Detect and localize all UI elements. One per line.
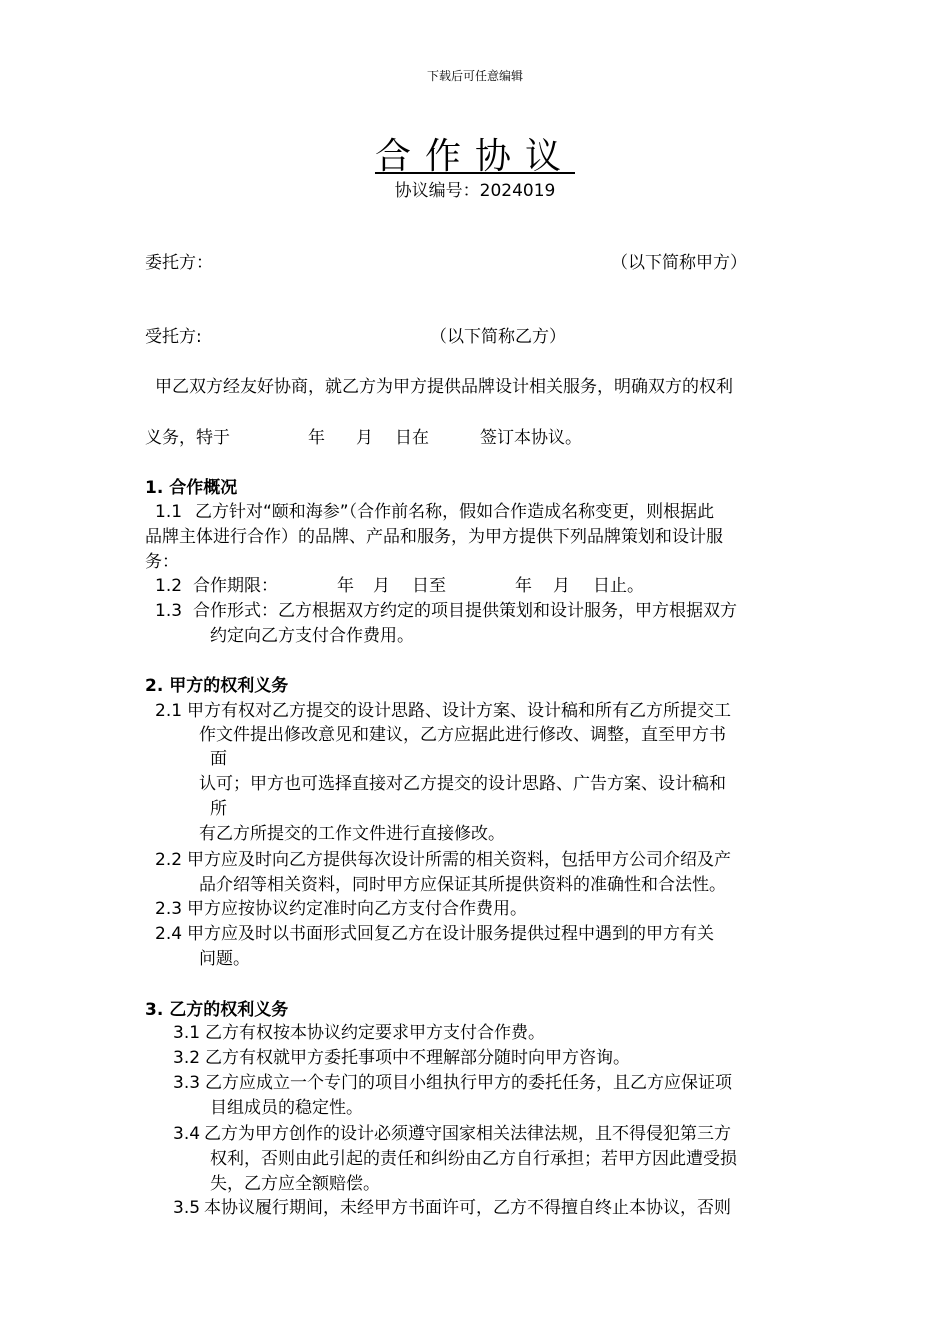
title-text: 合作协议 (374, 136, 575, 177)
clause-1-2-year: 年 (337, 576, 354, 596)
clause-2-1-line: 面 (210, 749, 227, 769)
clause-2-3-line: 甲方应按协议约定准时向乙方支付合作费用。 (187, 899, 527, 919)
clause-3-2-number: 3.2 (173, 1048, 201, 1068)
intro-line-2-start: 义务，特于 (145, 428, 230, 448)
party-b-label: 受托方: (145, 327, 202, 347)
clause-2-2-number: 2.2 (155, 850, 183, 870)
clause-3-5-number: 3.5 (173, 1198, 201, 1218)
clause-2-3-number: 2.3 (155, 899, 183, 919)
section-1-heading: 1. 合作概况 (145, 478, 238, 498)
clause-1-3-number: 1.3 (155, 601, 183, 621)
header-note: 下载后可任意编辑 (426, 69, 523, 83)
clause-2-4-line: 问题。 (199, 949, 250, 969)
clause-1-2-label: 合作期限： (193, 576, 278, 596)
clause-1-2-month: 月 (373, 576, 390, 596)
party-a-label: 委托方： (145, 253, 213, 273)
clause-2-4-line: 甲方应及时以书面形式回复乙方在设计服务提供过程中遇到的甲方有关 (187, 924, 714, 944)
clause-1-2-day-end: 日止。 (593, 576, 644, 596)
clause-3-4-line: 权利，否则由此引起的责任和纠纷由乙方自行承担；若甲方因此遭受损 (210, 1149, 737, 1169)
intro-line-2-end: 签订本协议。 (480, 428, 582, 448)
clause-1-3-line: 约定向乙方支付合作费用。 (210, 626, 414, 646)
clause-3-5-line: 本协议履行期间，未经甲方书面许可，乙方不得擅自终止本协议，否则 (204, 1198, 731, 1218)
clause-2-1-line: 甲方有权对乙方提交的设计思路、设计方案、设计稿和所有乙方所提交工 (187, 701, 731, 721)
clause-2-2-line: 甲方应及时向乙方提供每次设计所需的相关资料，包括甲方公司介绍及产 (187, 850, 731, 870)
intro-day-at: 日在 (395, 428, 429, 448)
page-title (0, 128, 950, 179)
clause-2-1-line: 有乙方所提交的工作文件进行直接修改。 (199, 824, 505, 844)
clause-1-1-line: 品牌主体进行合作）的品牌、产品和服务，为甲方提供下列品牌策划和设计服 (145, 527, 723, 547)
clause-2-4-number: 2.4 (155, 924, 183, 944)
clause-3-4-number: 3.4 (173, 1124, 201, 1144)
clause-3-1-line: 乙方有权按本协议约定要求甲方支付合作费。 (205, 1023, 545, 1043)
party-b-note: （以下简称乙方） (430, 327, 566, 347)
clause-3-4-line: 失，乙方应全额赔偿。 (210, 1174, 380, 1194)
clause-2-1-number: 2.1 (155, 701, 183, 721)
clause-2-1-line: 作文件提出修改意见和建议，乙方应据此进行修改、调整，直至甲方书 (199, 725, 726, 745)
clause-3-2-line: 乙方有权就甲方委托事项中不理解部分随时向甲方咨询。 (205, 1048, 630, 1068)
clause-1-1-number: 1.1 (155, 502, 183, 522)
clause-3-3-number: 3.3 (173, 1073, 201, 1093)
clause-3-4-line: 乙方为甲方创作的设计必须遵守国家相关法律法规，且不得侵犯第三方 (204, 1124, 731, 1144)
agreement-number: 协议编号：2024019 (394, 181, 556, 201)
clause-1-2-year-2: 年 (515, 576, 532, 596)
section-2-heading: 2. 甲方的权利义务 (145, 676, 289, 696)
clause-2-2-line: 品介绍等相关资料，同时甲方应保证其所提供资料的准确性和合法性。 (199, 875, 726, 895)
clause-1-2-day-to: 日至 (412, 576, 446, 596)
clause-1-2-number: 1.2 (155, 576, 183, 596)
clause-1-2-month-2: 月 (553, 576, 570, 596)
clause-1-1-line: 乙方针对“颐和海参”（合作前名称，假如合作造成名称变更，则根据此 (195, 502, 715, 522)
section-3-heading: 3. 乙方的权利义务 (145, 1000, 289, 1020)
clause-3-1-number: 3.1 (173, 1023, 201, 1043)
clause-1-1-line: 务： (145, 552, 179, 572)
clause-1-3-line: 合作形式：乙方根据双方约定的项目提供策划和设计服务，甲方根据双方 (193, 601, 737, 621)
clause-3-3-line: 目组成员的稳定性。 (210, 1098, 363, 1118)
clause-3-3-line: 乙方应成立一个专门的项目小组执行甲方的委托任务，且乙方应保证项 (205, 1073, 732, 1093)
intro-month: 月 (356, 428, 373, 448)
clause-2-1-line: 认可；甲方也可选择直接对乙方提交的设计思路、广告方案、设计稿和 (199, 774, 726, 794)
party-a-note: （以下简称甲方） (611, 253, 747, 273)
intro-line-1: 甲乙双方经友好协商，就乙方为甲方提供品牌设计相关服务，明确双方的权利 (155, 377, 733, 397)
clause-2-1-line: 所 (210, 799, 227, 819)
intro-year: 年 (308, 428, 325, 448)
